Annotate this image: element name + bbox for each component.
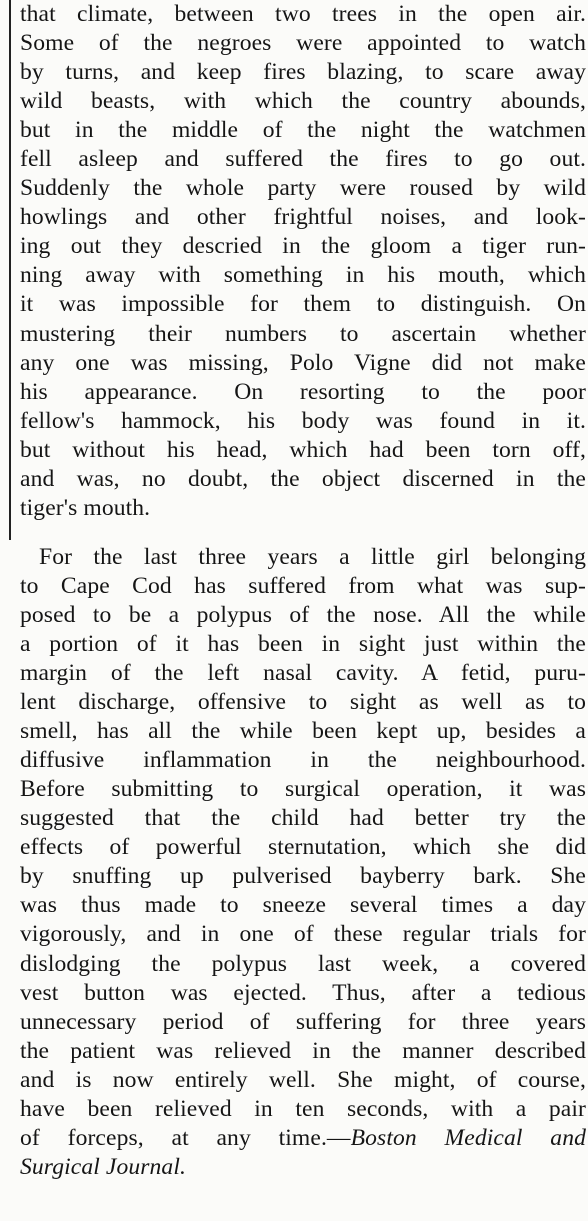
text-line: margin of the left nasal cavity. A fetid, puru- — [20, 660, 586, 687]
text-line: posed to be a polypus of the nose. All the while — [20, 601, 586, 628]
text-line: ing out they descried in the gloom a tiger run- — [20, 233, 586, 260]
text-line: Suddenly the whole party were roused by wild — [20, 175, 586, 202]
text-line: wild beasts, with which the country abounds, — [20, 88, 586, 115]
text-line: the patient was relieved in the manner described — [20, 1037, 586, 1064]
text-line: diffusive inflammation in the neighbourhood. — [20, 747, 586, 774]
text-line: effects of powerful sternutation, which she did — [20, 834, 586, 861]
text-line: was thus made to sneeze several times a day — [20, 892, 586, 919]
text-line: Some of the negroes were appointed to watch — [20, 30, 586, 57]
text-line: have been relieved in ten seconds, with a pair — [20, 1095, 586, 1122]
text-line: fell asleep and suffered the fires to go out. — [20, 146, 586, 173]
text-line: to Cape Cod has suffered from what was sup- — [20, 572, 586, 599]
text-line: his appearance. On resorting to the poor — [20, 378, 586, 405]
text-line: ning away with something in his mouth, which — [20, 262, 586, 289]
citation-source-continued: Surgical Journal. — [20, 1153, 186, 1180]
text-line: howlings and other frightful noises, and look- — [20, 204, 586, 231]
text-line: but without his head, which had been torn off, — [20, 436, 586, 463]
text-line: dislodging the polypus last week, a covered — [20, 950, 586, 977]
text-line: and was, no doubt, the object discerned in the — [20, 465, 586, 492]
citation-source: Boston Medical and — [350, 1124, 586, 1151]
text-line: fellow's hammock, his body was found in it. — [20, 407, 586, 434]
text-line: unnecessary period of suffering for three years — [20, 1008, 586, 1035]
paragraph-2 — [20, 543, 586, 1182]
text-line: that climate, between two trees in the open air. — [20, 1, 586, 27]
text-line: and is now entirely well. She might, of course, — [20, 1066, 586, 1093]
text-line: mustering their numbers to ascertain whether — [20, 320, 586, 347]
column-rule — [9, 0, 11, 540]
text-line: vest button was ejected. Thus, after a tedious — [20, 979, 586, 1006]
text-line: any one was missing, Polo Vigne did not make — [20, 349, 586, 376]
text-line: a portion of it has been in sight just within the — [20, 630, 586, 657]
paragraph-1 — [20, 0, 586, 523]
citation-line — [20, 1124, 586, 1153]
text-line: vigorously, and in one of these regular trials for — [20, 921, 586, 948]
article-text — [20, 0, 586, 1182]
text-line: but in the middle of the night the watchmen — [20, 117, 586, 144]
text-line: suggested that the child had better try the — [20, 805, 586, 832]
text-line: lent discharge, offensive to sight as well as to — [20, 689, 586, 716]
text-line: by snuffing up pulverised bayberry bark. She — [20, 863, 586, 890]
text-line: tiger's mouth. — [20, 494, 151, 521]
text-line: by turns, and keep fires blazing, to scare away — [20, 59, 586, 86]
text-line: smell, has all the while been kept up, besides a — [20, 718, 586, 745]
text-line: Before submitting to surgical operation, it was — [20, 776, 586, 803]
text-line: of forceps, at any time.— — [20, 1124, 351, 1151]
text-line: it was impossible for them to distinguish. On — [20, 291, 586, 318]
paragraph-gap — [20, 523, 586, 543]
text-line: For the last three years a little girl belonging — [39, 543, 586, 570]
